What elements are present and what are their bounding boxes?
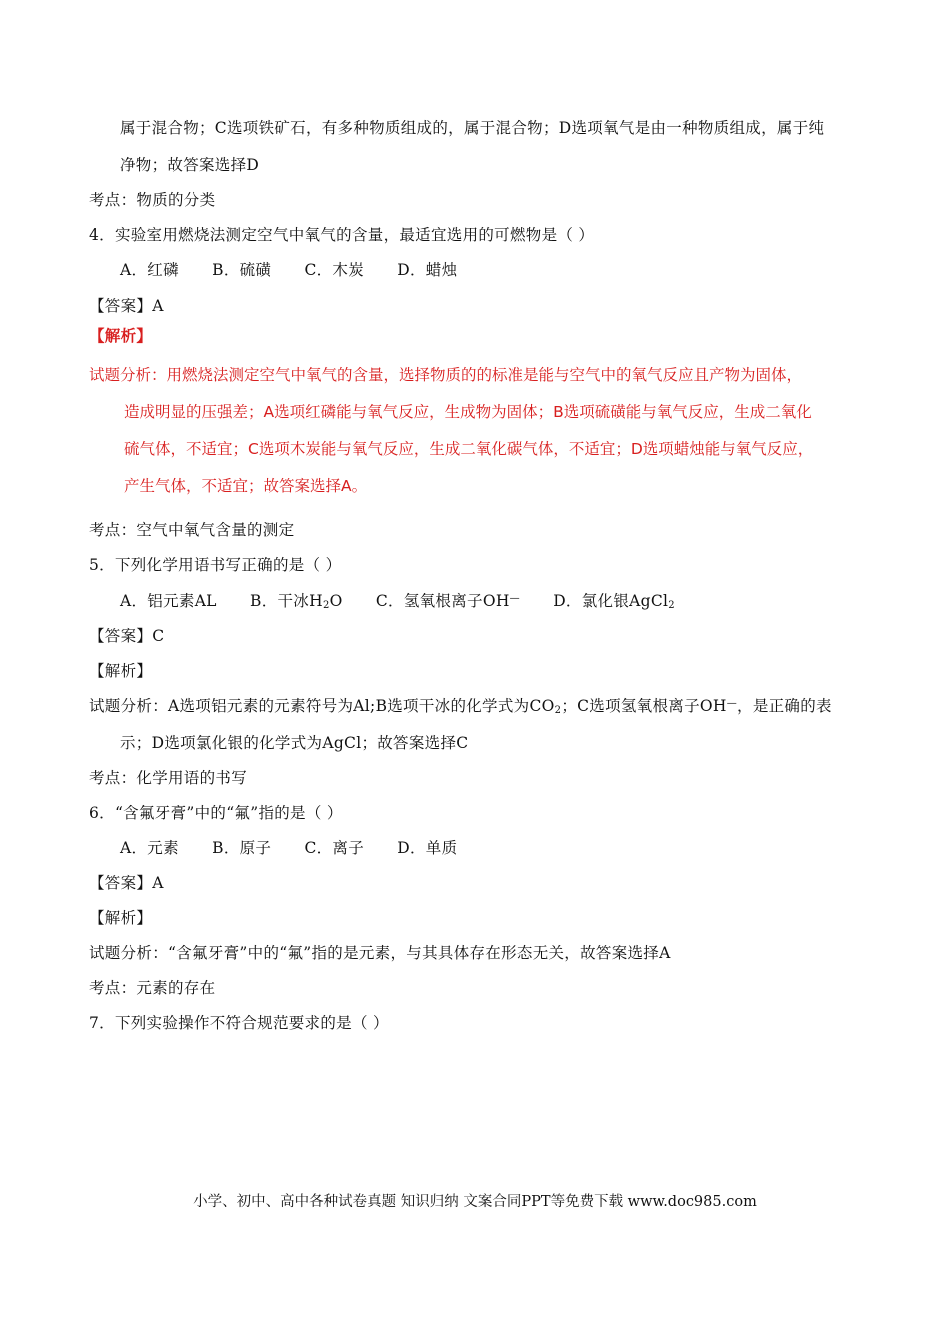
page-footer: 小学、初中、高中各种试卷真题 知识归纳 文案合同PPT等免费下载 www.doc985.com [193, 1194, 757, 1210]
question-6-option-a: A．元素 [120, 839, 179, 857]
question-6-analysis-line-1: 试题分析：“含氟牙膏”中的“氟”指的是元素，与其具体存在形态无关，故答案选择A [89, 944, 671, 962]
question-4-analysis-line-2: 造成明显的压强差；A选项红磷能与氧气反应，生成物为固体；B选项硫磺能与氧气反应，生成二氧化 [124, 403, 812, 421]
question-5-analysis-line-2: 示；D选项氯化银的化学式为AgCl；故答案选择C [120, 734, 469, 752]
question-5-knowledge-point: 考点：化学用语的书写 [89, 769, 248, 787]
question-6-option-b: B．原子 [212, 839, 272, 857]
question-6-stem: 6．“含氟牙膏”中的“氟”指的是（ ） [89, 804, 343, 822]
question-6-option-c: C．离子 [304, 839, 365, 857]
previous-analysis-line-2: 净物；故答案选择D [120, 156, 260, 174]
question-6-knowledge-point: 考点：元素的存在 [89, 979, 216, 997]
previous-analysis-line-1: 属于混合物；C选项铁矿石，有多种物质组成的，属于混合物；D选项氧气是由一种物质组成，属于纯 [120, 119, 825, 137]
question-7-stem: 7．下列实验操作不符合规范要求的是（ ） [89, 1014, 389, 1032]
previous-knowledge-point: 考点：物质的分类 [89, 191, 216, 209]
question-5-option-b: B．干冰$H_2O$ [250, 592, 343, 611]
question-5-options [120, 591, 703, 611]
question-4-analysis-line-4: 产生气体，不适宜；故答案选择A。 [124, 477, 368, 495]
question-4-option-d: D．蜡烛 [397, 261, 458, 279]
question-4-knowledge-point: 考点：空气中氧气含量的测定 [89, 521, 295, 539]
question-4-option-b: B．硫磺 [212, 261, 272, 279]
question-4-options [120, 260, 485, 280]
question-4-analysis-header: 【解析】 [89, 327, 153, 345]
question-5-stem: 5．下列化学用语书写正确的是（ ） [89, 556, 342, 574]
question-6-options [120, 838, 485, 858]
question-4-analysis-line-1: 试题分析：用燃烧法测定空气中氧气的含量，选择物质的的标准是能与空气中的氧气反应且产物为固体， [89, 366, 803, 384]
question-5-option-d: D．氯化银AgCl$_2$ [553, 592, 675, 611]
question-4-answer: 【答案】A [89, 297, 164, 315]
question-6-answer: 【答案】A [89, 874, 164, 892]
question-6-option-d: D．单质 [397, 839, 458, 857]
question-5-answer: 【答案】C [89, 627, 165, 645]
question-5-option-a: A．铝元素AL [120, 592, 217, 610]
question-6-analysis-header: 【解析】 [89, 909, 153, 927]
question-4-stem: 4．实验室用燃烧法测定空气中氧气的含量，最适宜选用的可燃物是（ ） [89, 226, 595, 244]
question-5-analysis-line-1: 试题分析：A选项铝元素的元素符号为Al;B选项干冰的化学式为$CO_2$；C选项氢氧根离子OH—，是正确的表 [89, 697, 832, 716]
question-5-option-c: C．氢氧根离子OH— [375, 592, 520, 610]
question-5-analysis-header: 【解析】 [89, 662, 153, 680]
question-4-analysis-line-3: 硫气体，不适宜；C选项木炭能与氧气反应，生成二氧化碳气体，不适宜；D选项蜡烛能与氧气反应， [124, 440, 814, 458]
question-4-option-c: C．木炭 [304, 261, 365, 279]
question-4-option-a: A．红磷 [120, 261, 179, 279]
